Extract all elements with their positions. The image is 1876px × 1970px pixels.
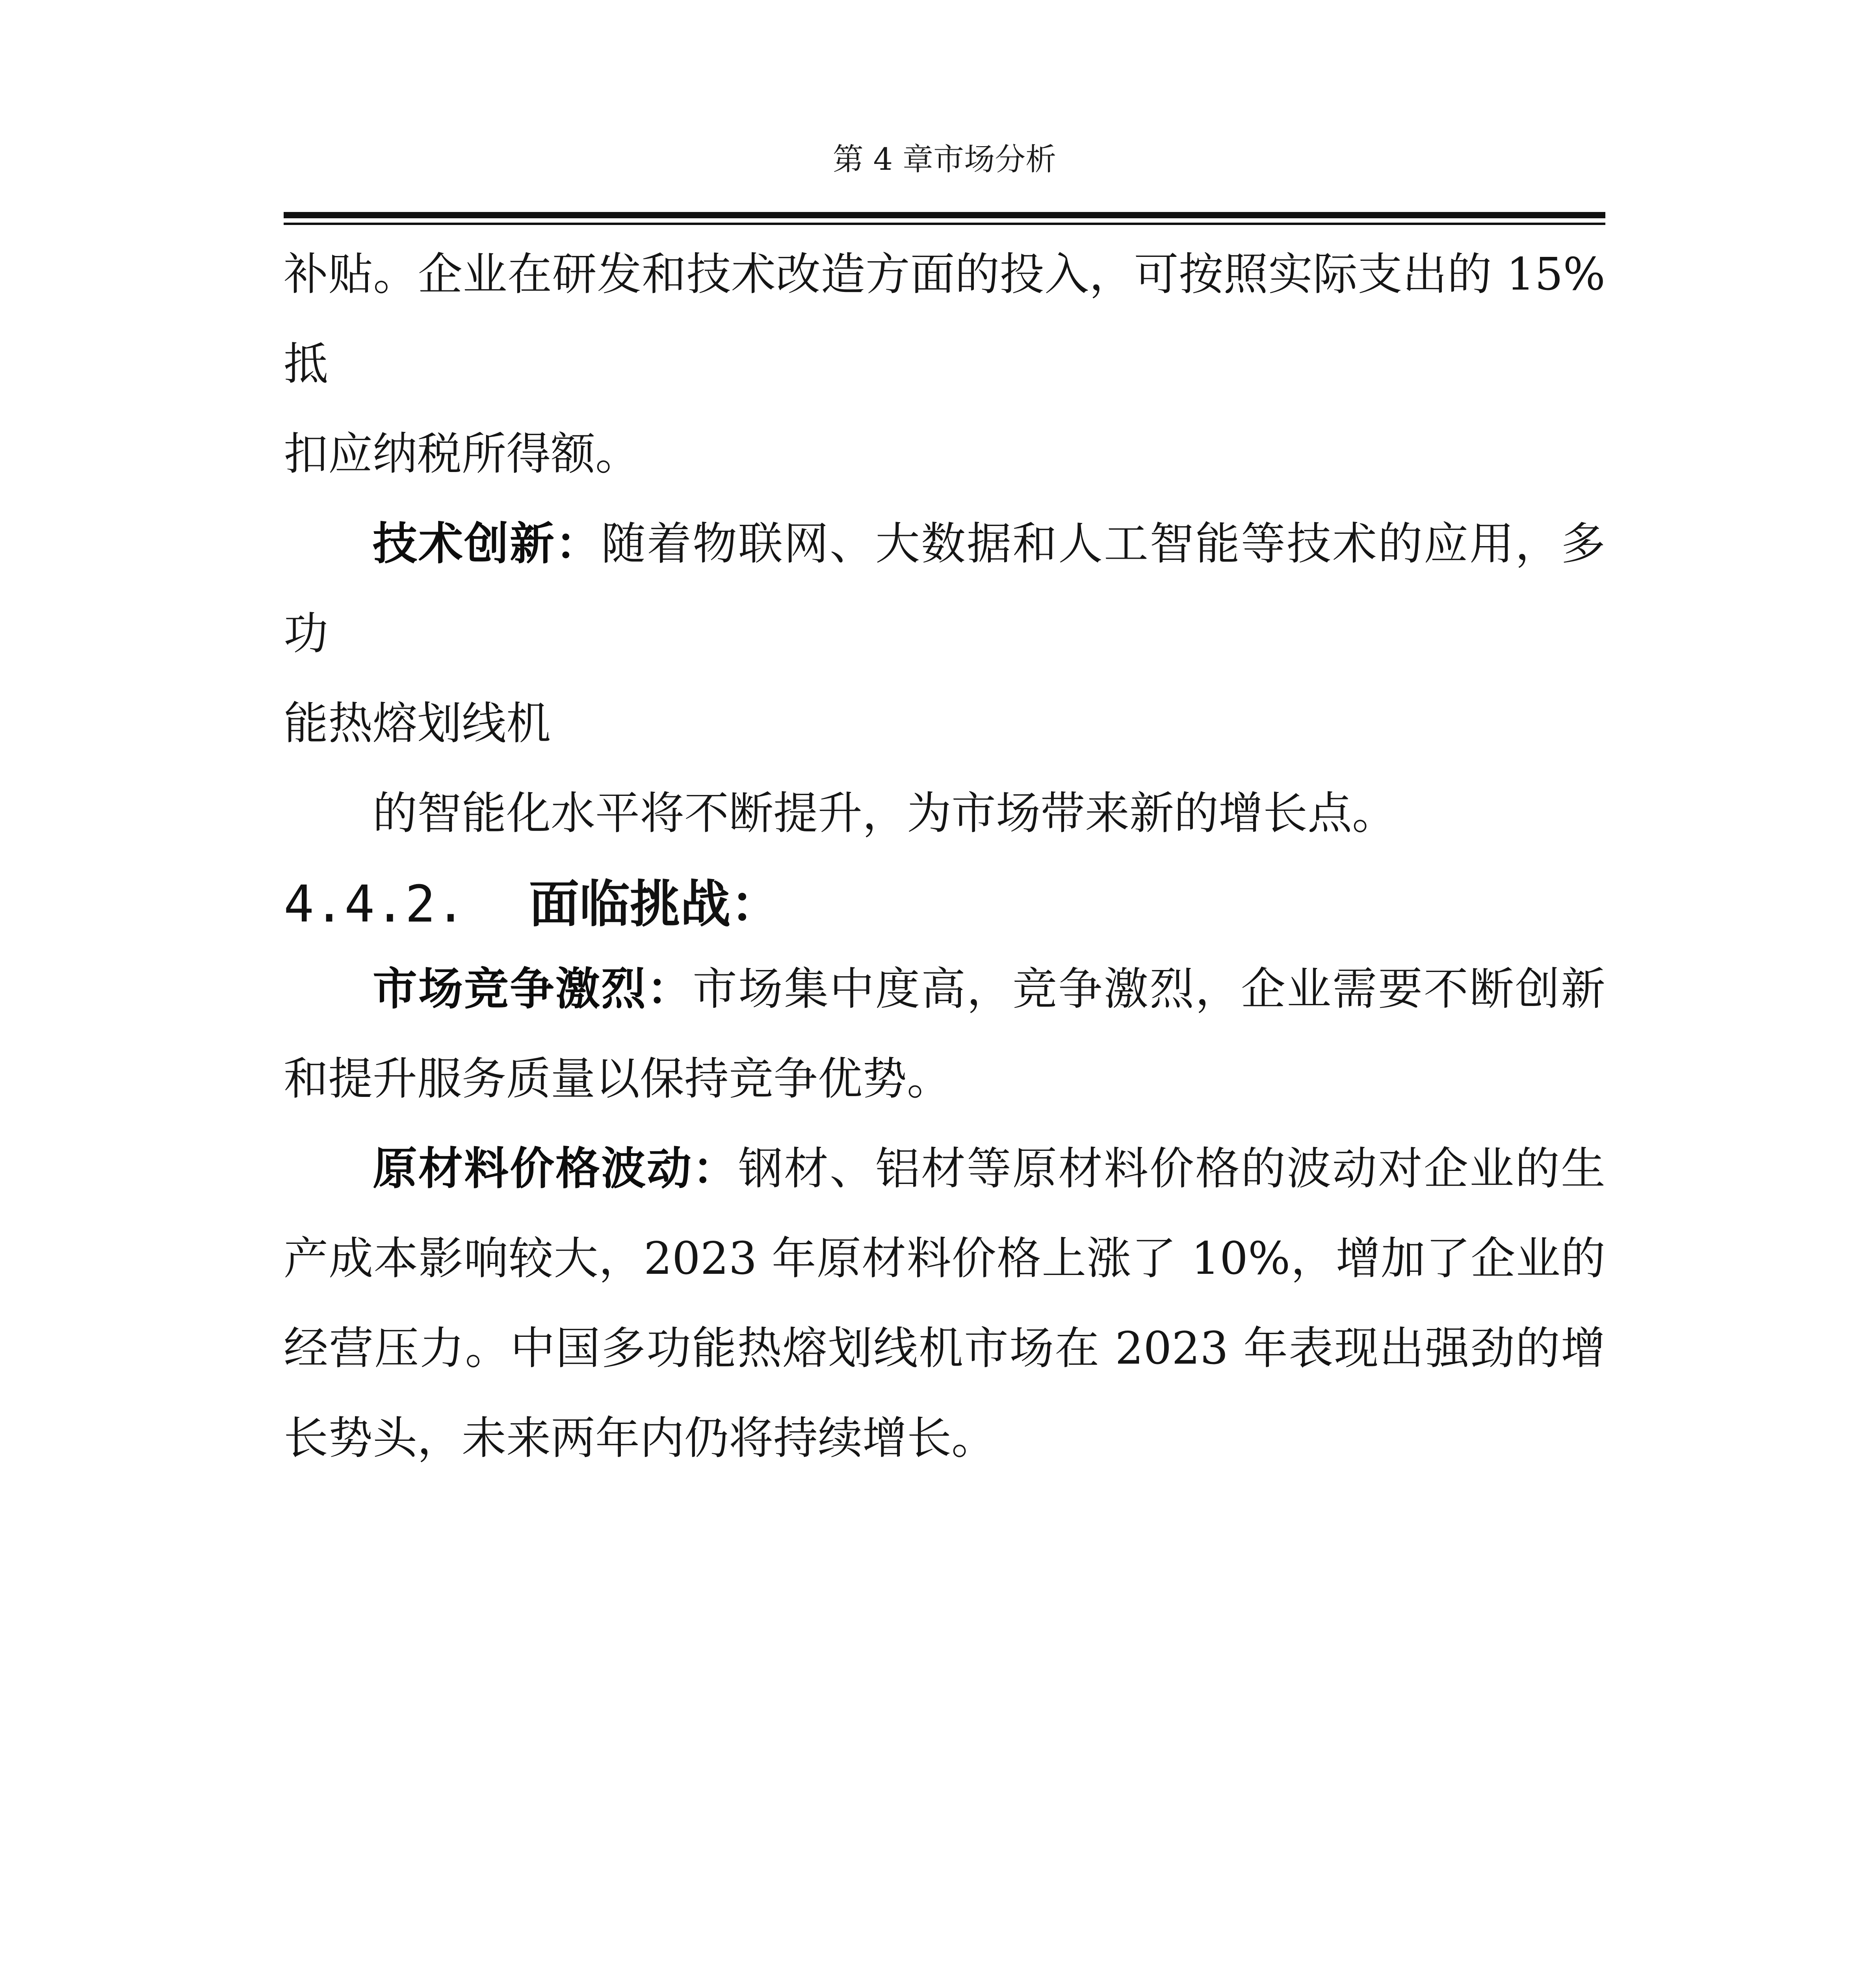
running-header: 第 4 章市场分析 [832,142,1057,177]
paragraph-tech-innovation [284,499,1605,768]
body-text [284,229,1605,1483]
competition-lead: 市场竞争激烈： [373,963,693,1015]
tech-innovation-text-line1: 随着物联网、大数据和人工智能等技术的应用，多功 [284,518,1605,660]
paragraph-competition [284,944,1605,1124]
section-number: 4.4.2. [284,875,466,934]
header-rule-thin [284,223,1605,225]
tech-innovation-text-line3: 的智能化水平将不断提升，为市场带来新的增长点。 [373,787,1397,839]
section-heading [284,865,1605,944]
tech-innovation-lead: 技术创新： [373,518,601,570]
header-rule-thick [284,212,1605,218]
tech-innovation-text-line2: 能热熔划线机 [284,697,551,749]
raw-material-text: 钢材、铝材等原材料价格的波动对企业的生产成本影响较大，2023 年原材料价格上涨了 10%，增加了企业的经营压力。中国多功能热熔划线机市场在 2023 年表现出强劲的增长势头，未来两年内仍将持续增长。 [284,1143,1605,1464]
paragraph-subsidy [284,229,1605,499]
raw-material-lead: 原材料价格波动： [373,1143,738,1195]
section-title: 面临挑战： [529,875,781,934]
paragraph-subsidy-line1: 补贴。企业在研发和技术改造方面的投入，可按照实际支出的 15%抵 [284,248,1605,390]
paragraph-raw-material [284,1124,1605,1483]
paragraph-subsidy-line2: 扣应纳税所得额。 [284,428,640,480]
paragraph-tech-innovation-cont [284,768,1605,858]
competition-text: 市场集中度高，竞争激烈，企业需要不断创新和提升服务质量以保持竞争优势。 [284,963,1605,1105]
